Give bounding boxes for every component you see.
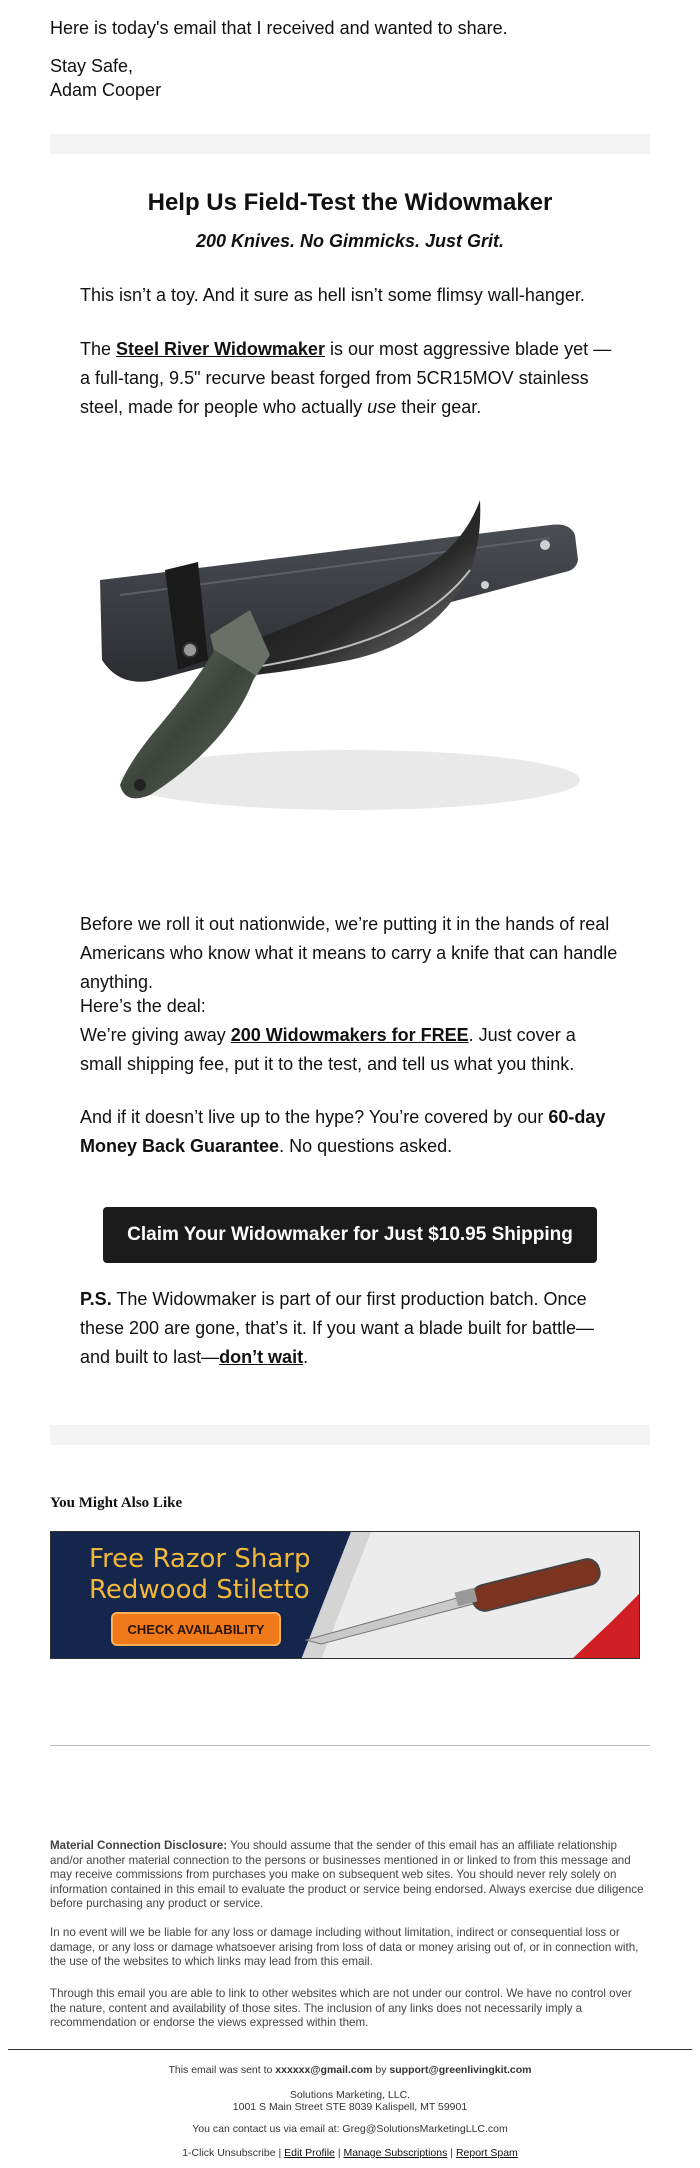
recipient-email: xxxxxx@gmail.com [275,2064,373,2076]
footer-divider [8,2049,692,2050]
disclosure-p1 [50,1839,650,1912]
emphasis-text: use [367,397,397,417]
guarantee-text: 60-day Money Back Guarantee [80,1107,606,1156]
paragraph-rollout: Before we roll it out nationwide, we’re putting it in the hands of real Americans who know what it means to carry a knife that can handle anything. [80,914,618,992]
text: This email was sent to [168,2064,276,2076]
recommend-heading: You Might Also Like [50,1495,183,1511]
paragraph-deal [80,992,620,1079]
footer-company: Solutions Marketing, LLC. [289,2089,411,2101]
divider-band-top [50,134,650,154]
sheath-rivet [481,581,489,589]
text: The Widowmaker is part of our first production batch. Once these 200 are gone, that’s it. If you want a blade built for battle—and built to last— [80,1289,594,1367]
deal-text [80,1021,620,1079]
footer-sent [0,2064,700,2076]
signature [50,54,650,102]
disclosure-label: Material Connection Disclosure: [50,1839,228,1852]
claim-button[interactable]: Claim Your Widowmaker for Just $10.95 Shipping [103,1207,597,1263]
divider-band-bottom [50,1425,650,1445]
separator: | [447,2147,456,2159]
text: . Just cover a small shipping fee, put it to the test, and tell us what you think. [80,1025,576,1074]
text: We’re giving away [80,1025,231,1045]
text: . No questions asked. [279,1136,453,1156]
subhead: 200 Knives. No Gimmicks. Just Grit. [195,231,505,251]
banner-line-2: Redwood Stiletto [89,1575,310,1605]
text: their gear. [396,397,482,417]
free-offer-link[interactable]: 200 Widowmakers for FREE [230,1025,469,1045]
text: The [80,339,117,359]
headline: Help Us Field-Test the Widowmaker [147,189,553,216]
dont-wait-link[interactable]: don’t wait [219,1347,304,1367]
text: by [372,2064,390,2076]
banner-title [89,1544,310,1606]
strap-snap [183,643,197,657]
unsubscribe-text[interactable]: 1-Click Unsubscribe [182,2147,276,2159]
footer-contact: You can contact us via email at: Greg@SolutionsMarketingLLC.com [192,2123,508,2135]
ps-label: P.S. [80,1289,112,1309]
paragraph-intro: This isn’t a toy. And it sure as hell isn’t some flimsy wall-hanger. [80,285,585,305]
divider-line [50,1745,650,1746]
paragraph-guarantee [80,1103,620,1161]
check-availability-button[interactable]: CHECK AVAILABILITY [111,1612,281,1646]
banner-line-1: Free Razor Sharp [89,1544,311,1574]
separator: | [334,2147,344,2159]
sender-email: support@greenlivingkit.com [389,2064,532,2076]
text: . [303,1347,309,1367]
sheath-rivet [540,540,550,550]
intro-block [50,16,650,102]
disclosure-p3: Through this email you are able to link to other websites which are not under our control. We have no control over the nature, content and availability of those sites. The inclusion of any links does not necessarily imply a recommendation or endorse the views expressed within them. [50,1987,632,2029]
paragraph-product [80,335,620,422]
product-link[interactable]: Steel River Widowmaker [116,339,325,359]
report-spam-link[interactable]: Report Spam [455,2147,518,2159]
text: is our most aggressive blade yet —a full-tang, 9.5" recurve beast forged from 5CR15MOV stainless steel, made for people who actually [80,339,612,417]
knife-illustration [80,460,620,860]
text: And if it doesn’t live up to the hype? You’re covered by our [80,1107,549,1127]
paragraph-ps [80,1285,620,1372]
sender-name: Adam Cooper [50,80,162,100]
email-card [50,155,650,252]
deal-heading: Here’s the deal: [80,996,206,1016]
lanyard-hole [134,779,146,791]
disclosure-p2: In no event will we be liable for any loss or damage including without limitation, indirect or consequential loss or damage, or any loss or damage whatsoever arising from loss of data or money arising out of, or in connection with, the use of the websites to which links may lead from this email. [50,1926,639,1968]
stiletto-banner[interactable] [50,1531,640,1659]
intro-line: Here is today's email that I received and wanted to share. [50,18,508,38]
edit-profile-link[interactable]: Edit Profile [284,2147,335,2159]
footer-links [0,2147,700,2159]
signoff: Stay Safe, [50,56,134,76]
text: You should assume that the sender of this email has an affiliate relationship and/or another material connection to the persons or businesses mentioned in or linked to from this message and may receive commissions from purchases you make on subsequent web sites. You should never rely solely on information contained in this email to evaluate the product or service being endorsed. Always exercise due diligence before purchasing any product or service. [50,1839,644,1910]
footer-address: 1001 S Main Street STE 8039 Kalispell, MT 59901 [232,2101,468,2113]
manage-subscriptions-link[interactable]: Manage Subscriptions [343,2147,448,2159]
separator: | [275,2147,285,2159]
product-image[interactable] [80,460,620,860]
